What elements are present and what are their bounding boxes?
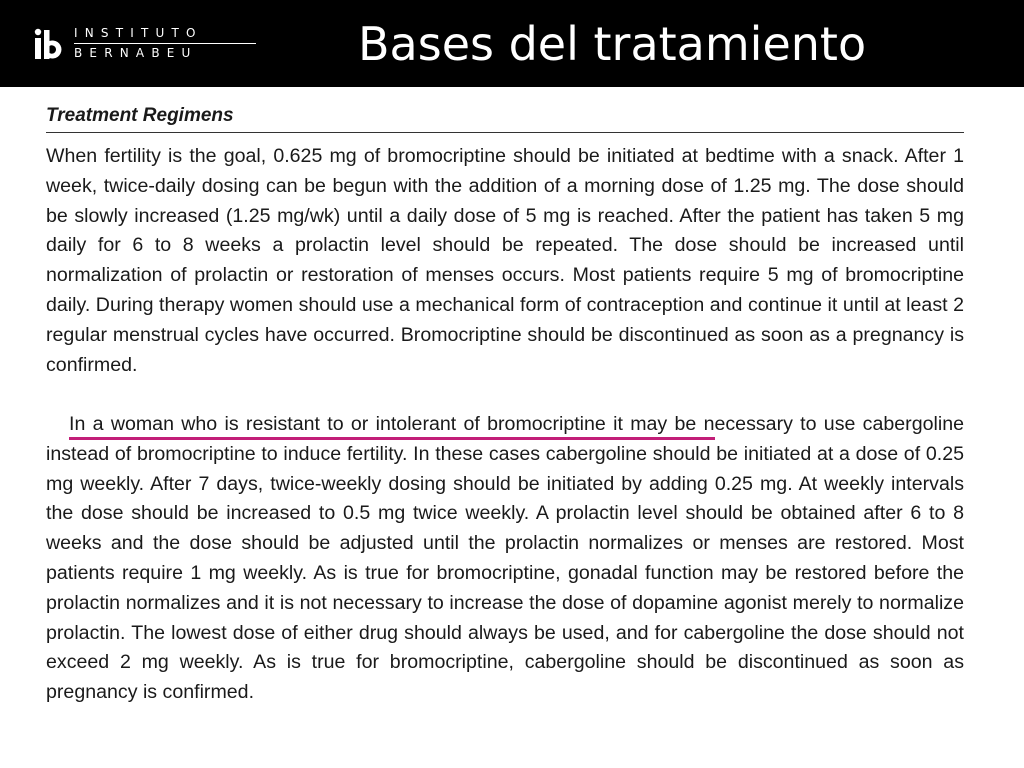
instituto-bernabeu-logo <box>34 24 234 64</box>
paragraph-cabergoline: In a woman who is resistant to or intolerant of bromocriptine it may be necessary to use cabergoline instead of bromocriptine to induce fertility. In these cases cabergoline should be initiated at a dose of 0.25 mg weekly. After 7 days, twice-weekly dosing should be initiated by adding 0.25 mg. At weekly intervals the dose should be increased to 0.5 mg twice weekly. A prolactin level should be obtained after 6 to 8 weeks and the dose should be adjusted until the prolactin normalizes or menses are restored. Most patients require 1 mg weekly. As is true for bromocriptine, gonadal function may be restored before the prolactin normalizes and it is not necessary to increase the dose of dopamine agonist merely to normalize prolactin. The lowest dose of either drug should always be used, and for cabergoline the dose should not exceed 2 mg weekly. As is true for bromocriptine, cabergoline should be discontinued as soon as pregnancy is confirmed. <box>46 413 964 704</box>
paragraph-bromocriptine: When fertility is the goal, 0.625 mg of bromocriptine should be initiated at bedtime with a snack. After 1 week, twice-daily dosing can be begun with the addition of a morning dose of 1.25 mg. The dose should be slowly increased (1.25 mg/wk) until a daily dose of 5 mg is reached. After the patient has taken 5 mg daily for 6 to 8 weeks a prolactin level should be repeated. The dose should be increased until normalization of prolactin or restoration of menses occurs. Most patients require 5 mg of bromocriptine daily. During therapy women should use a mechanical form of contraception and continue it until at least 2 regular menstrual cycles have occurred. Bromocriptine should be discontinued as soon as a pregnancy is confirmed. <box>46 145 964 376</box>
heading-rule <box>46 132 964 133</box>
logo-text-bernabeu: BERNABEU <box>74 46 198 60</box>
slide-header <box>0 0 1024 87</box>
logo-text-instituto: INSTITUTO <box>74 26 203 40</box>
section-heading: Treatment Regimens <box>46 105 234 126</box>
slide-title: Bases del tratamiento <box>358 17 867 71</box>
logo-divider <box>74 43 256 44</box>
ib-monogram-icon <box>34 27 68 61</box>
highlight-underline <box>69 437 715 440</box>
